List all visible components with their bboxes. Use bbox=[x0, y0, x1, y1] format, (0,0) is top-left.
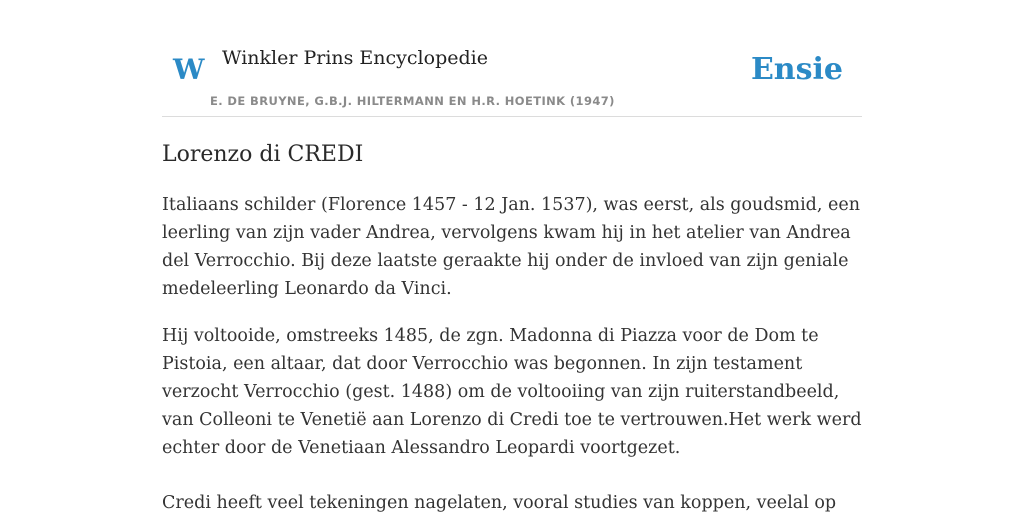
article-title: Lorenzo di CREDI bbox=[162, 142, 364, 167]
ensie-brand-link[interactable]: Ensie bbox=[750, 52, 843, 87]
article-paragraph: Italiaans schilder (Florence 1457 - 12 Jan. 1537), was eerst, als goudsmid, een leerling van zijn vader Andrea, vervolgens kwam hij in het atelier van Andrea del Verrocchio. Bij deze laatste geraakte hij onder de invloed van zijn geniale medeleerling Leonardo da Vinci. bbox=[162, 195, 860, 299]
article-paragraph: Hij voltooide, omstreeks 1485, de zgn. Madonna di Piazza voor de Dom te Pistoia, een altaar, dat door Verrocchio was begonnen. In zijn testament verzocht Verrocchio (gest. 1488) om de voltooiing van zijn ruiterstandbeeld, van Colleoni te Venetië aan Lorenzo di Credi toe te vertrouwen.Het werk werd echter door de Venetiaan Alessandro Leopardi voortgezet. bbox=[162, 326, 862, 458]
winkler-prins-logo[interactable]: W bbox=[173, 53, 205, 86]
article bbox=[162, 136, 862, 512]
article-paragraph: Credi heeft veel tekeningen nagelaten, vooral studies van koppen, veelal op bbox=[162, 493, 837, 512]
site-header bbox=[162, 0, 862, 117]
source-title[interactable]: Winkler Prins Encyclopedie bbox=[222, 47, 488, 69]
source-authors: E. DE BRUYNE, G.B.J. HILTERMANN EN H.R. HOETINK (1947) bbox=[210, 94, 615, 108]
